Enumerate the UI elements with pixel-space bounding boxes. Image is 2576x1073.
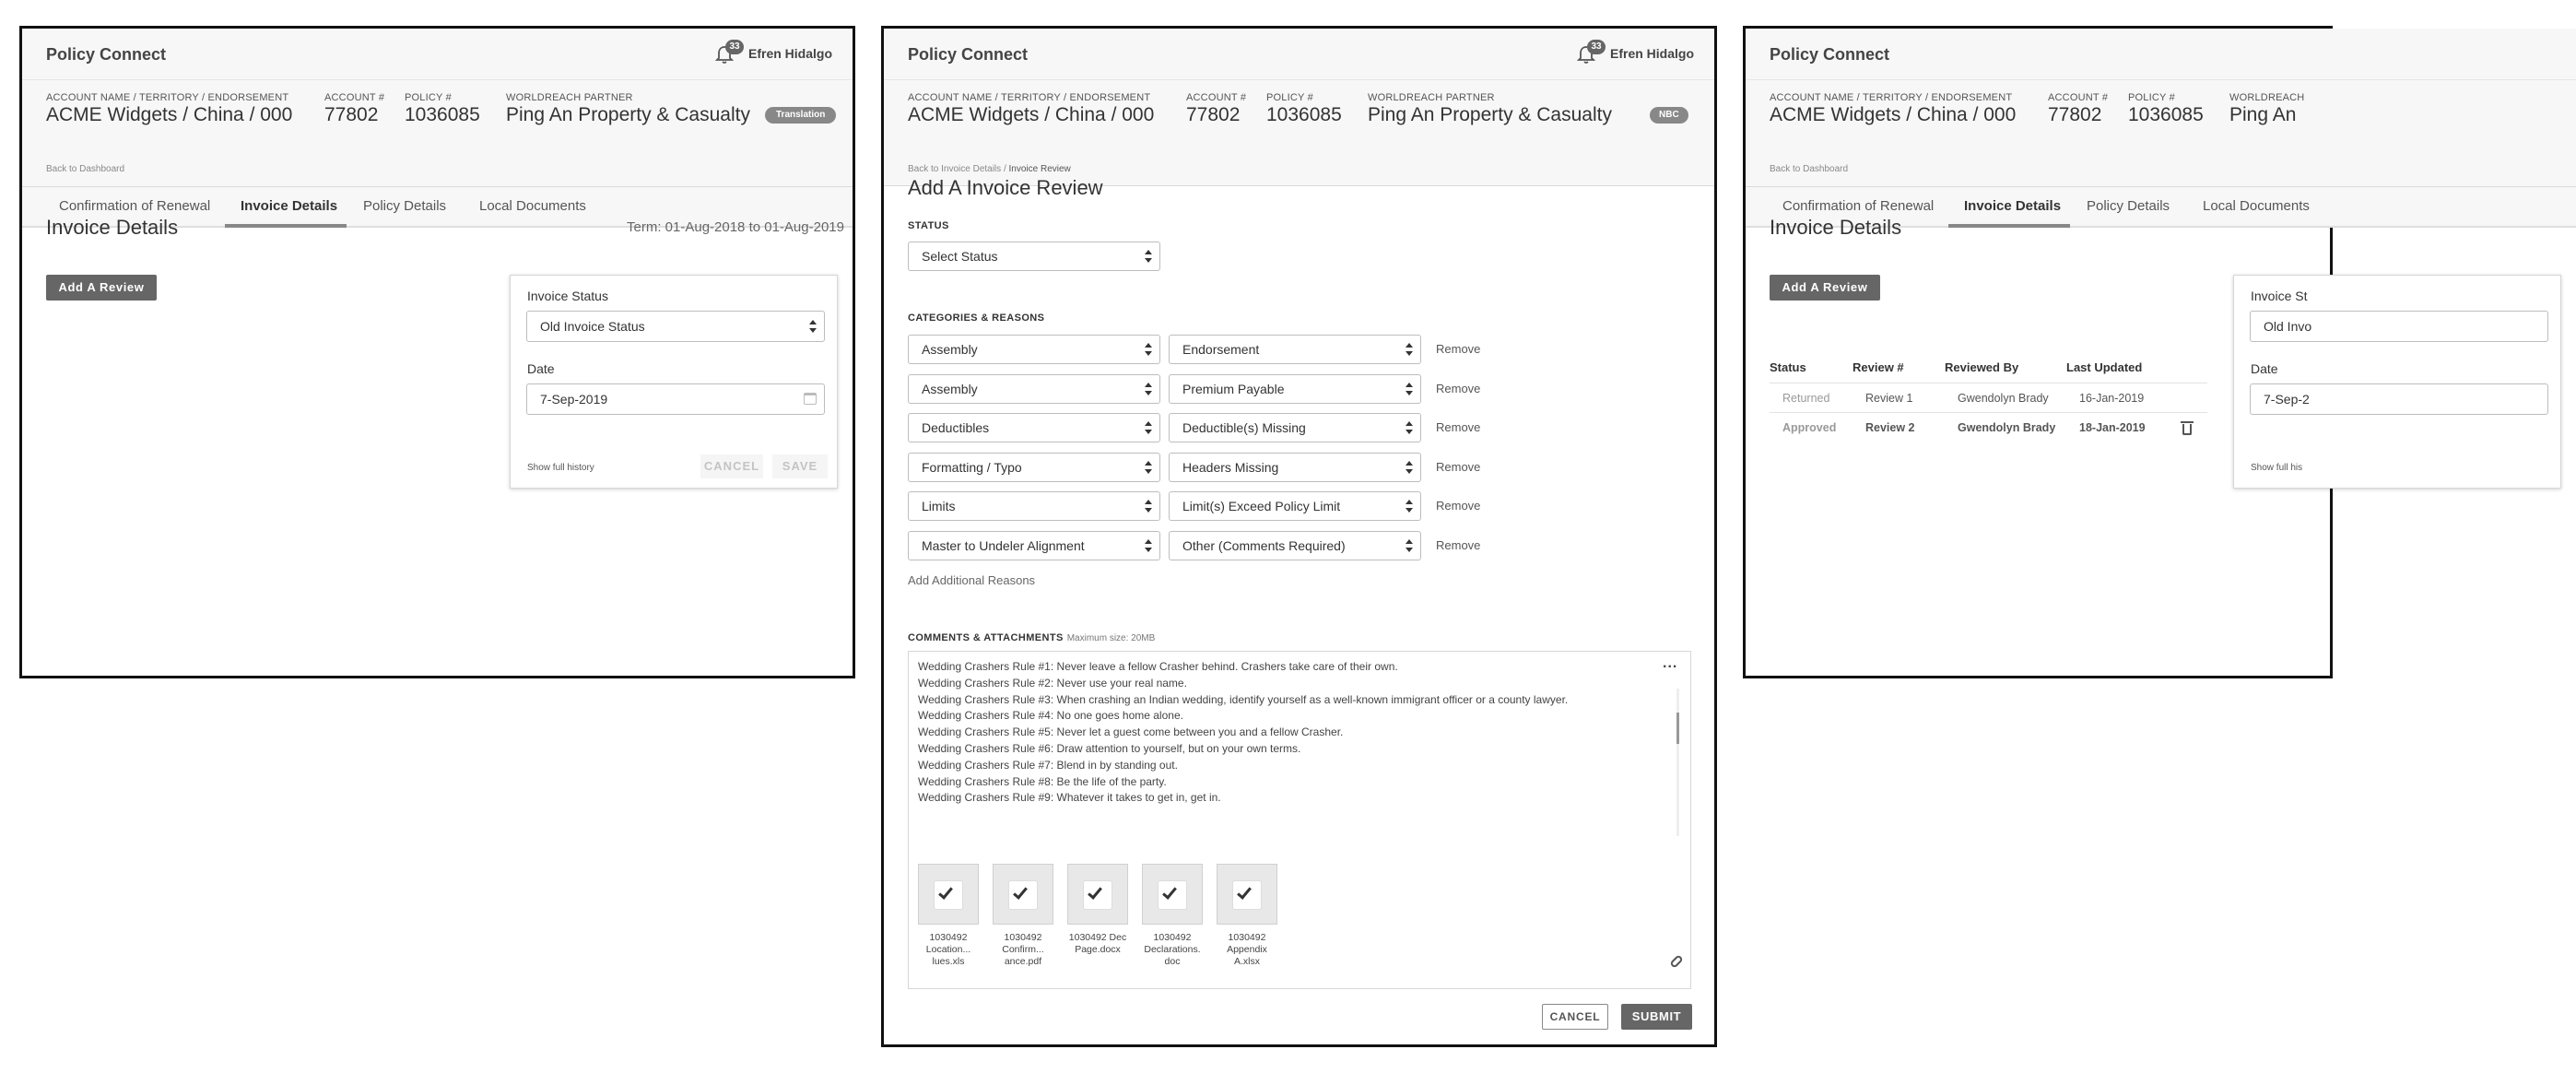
reason-select[interactable] <box>1169 531 1421 560</box>
more-options-icon[interactable]: ... <box>1663 655 1678 671</box>
date-input[interactable] <box>2250 383 2548 415</box>
reason-select[interactable] <box>1169 335 1421 364</box>
account-name-value: ACME Widgets / China / 000 <box>46 104 293 125</box>
account-name-label: ACCOUNT NAME / TERRITORY / ENDORSEMENT <box>1770 92 2013 103</box>
invoice-status-select[interactable] <box>2250 311 2548 342</box>
comment-line: Wedding Crashers Rule #1: Never leave a fellow Crasher behind. Crashers take care of their own. <box>918 660 1398 673</box>
attachment-name-line: 1030492 <box>1004 932 1042 943</box>
add-invoice-review-screen <box>881 26 1717 1047</box>
account-number-label: ACCOUNT # <box>324 92 385 103</box>
invoice-details-screen <box>19 26 855 678</box>
add-review-button[interactable]: Add A Review <box>46 275 157 301</box>
notification-count-badge: 33 <box>1587 40 1606 54</box>
tab-confirmation-of-renewal[interactable]: Confirmation of Renewal <box>1782 198 1935 214</box>
invoice-status-label: Invoice St <box>2251 289 2308 303</box>
remove-reason-link[interactable]: Remove <box>1436 499 1481 513</box>
comment-line: Wedding Crashers Rule #2: Never use your real name. <box>918 676 1187 690</box>
attachment-name <box>993 932 1053 968</box>
invoice-status-card <box>2233 275 2561 489</box>
show-full-history-link[interactable]: Show full his <box>2251 463 2303 473</box>
attachment-name-line: 1030492 <box>1228 932 1266 943</box>
back-to-dashboard-link[interactable]: Back to Dashboard <box>1770 164 1849 174</box>
policy-number-value: 1036085 <box>405 104 480 125</box>
category-select-value: Master to Undeler Alignment <box>922 538 1085 553</box>
cancel-button[interactable]: CANCEL <box>700 454 763 478</box>
tab-invoice-details[interactable]: Invoice Details <box>241 198 338 214</box>
partner-value: Ping An <box>2229 104 2297 125</box>
attachment-name-line: Declarations. <box>1144 944 1201 955</box>
select-arrows-icon <box>1145 500 1152 513</box>
select-arrows-icon <box>809 320 817 333</box>
category-select-value: Limits <box>922 499 956 514</box>
breadcrumb <box>908 164 1071 174</box>
policy-number-label: POLICY # <box>2128 92 2175 103</box>
remove-reason-link[interactable]: Remove <box>1436 459 1481 474</box>
reason-select-value: Endorsement <box>1182 342 1260 357</box>
translation-tag: Translation <box>765 107 836 124</box>
category-select[interactable] <box>908 453 1160 482</box>
account-number-value: 77802 <box>324 104 379 125</box>
reason-select-value: Deductible(s) Missing <box>1182 420 1306 436</box>
remove-reason-link[interactable]: Remove <box>1436 342 1481 356</box>
attachment-name <box>1142 932 1203 968</box>
page-title: Add A Invoice Review <box>908 176 1103 199</box>
reason-select-value: Limit(s) Exceed Policy Limit <box>1182 499 1341 514</box>
user-name[interactable]: Efren Hidalgo <box>1610 46 1695 61</box>
account-number-value: 77802 <box>2048 104 2102 125</box>
category-select-value: Formatting / Typo <box>922 459 1022 475</box>
attachment-name <box>1217 932 1277 968</box>
comment-line: Wedding Crashers Rule #7: Blend in by standing out. <box>918 758 1178 772</box>
reason-select-value: Premium Payable <box>1182 381 1285 396</box>
select-arrows-icon <box>1406 539 1413 552</box>
invoice-status-card <box>510 275 838 489</box>
category-select-value: Assembly <box>922 381 978 396</box>
app-header <box>22 29 853 80</box>
reason-select-value: Headers Missing <box>1182 459 1279 475</box>
active-tab-indicator <box>225 224 347 228</box>
account-header <box>884 80 1714 186</box>
attachment-name-line: Location... <box>925 944 971 955</box>
comment-line: Wedding Crashers Rule #8: Be the life of the party. <box>918 774 1167 788</box>
select-arrows-icon <box>1145 250 1152 263</box>
attachment-name-line: Appendix <box>1227 944 1267 955</box>
policy-number-label: POLICY # <box>1266 92 1313 103</box>
table-cell-review: Review 2 <box>1865 421 1915 434</box>
attachment-name <box>918 932 979 968</box>
partner-label: WORLDREACH PARTNER <box>506 92 633 103</box>
table-cell-updated: 16-Jan-2019 <box>2079 392 2145 405</box>
policy-number-value: 1036085 <box>1266 104 1342 125</box>
account-number-label: ACCOUNT # <box>2048 92 2109 103</box>
attachment-name-line: 1030492 Dec <box>1068 932 1127 943</box>
table-cell-by: Gwendolyn Brady <box>1958 421 2056 434</box>
table-header-cell: Reviewed By <box>1945 360 2019 374</box>
add-review-button[interactable]: Add A Review <box>1770 275 1880 301</box>
select-arrows-icon <box>1406 383 1413 395</box>
attachment-thumbnail[interactable] <box>1142 864 1203 925</box>
tab-invoice-details[interactable]: Invoice Details <box>1964 198 2062 214</box>
date-label: Date <box>2251 361 2278 376</box>
reason-select[interactable] <box>1169 491 1421 521</box>
date-label: Date <box>527 361 555 376</box>
app-title: Policy Connect <box>1770 45 1890 64</box>
remove-reason-link[interactable]: Remove <box>1436 420 1481 435</box>
comment-line: Wedding Crashers Rule #4: No one goes home alone. <box>918 709 1183 723</box>
date-input[interactable] <box>526 383 825 415</box>
status-select[interactable] <box>908 242 1160 271</box>
reason-select-value: Other (Comments Required) <box>1182 538 1346 553</box>
policy-number-value: 1036085 <box>2128 104 2204 125</box>
partner-label: WORLDREACH <box>2229 92 2305 103</box>
account-number-label: ACCOUNT # <box>1186 92 1247 103</box>
reason-select[interactable] <box>1169 413 1421 442</box>
show-full-history-link[interactable]: Show full history <box>527 463 594 473</box>
invoice-status-value: Old Invoice Status <box>540 319 645 334</box>
select-arrows-icon <box>1406 500 1413 513</box>
app-header <box>1746 29 2576 80</box>
attachment-item[interactable] <box>1217 864 1277 968</box>
attachment-item[interactable] <box>1067 864 1128 956</box>
table-cell-review: Review 1 <box>1865 392 1913 405</box>
comment-line: Wedding Crashers Rule #3: When crashing an Indian wedding, identify yourself as a well-known immigrant officer or a county lawyer. <box>918 692 1569 706</box>
calendar-icon[interactable] <box>804 393 817 405</box>
category-select[interactable] <box>908 335 1160 364</box>
comments-attachments-box[interactable] <box>908 651 1691 989</box>
date-value: 7-Sep-2019 <box>540 392 608 407</box>
table-cell-status: Approved <box>1782 421 1837 434</box>
invoice-status-select[interactable] <box>526 311 825 342</box>
attachment-name <box>1067 932 1128 956</box>
tab-policy-details[interactable]: Policy Details <box>363 198 447 214</box>
app-header <box>884 29 1714 80</box>
account-name-value: ACME Widgets / China / 000 <box>908 104 1155 125</box>
notification-count-badge: 33 <box>725 40 744 54</box>
table-header-cell: Review # <box>1853 360 1904 374</box>
category-select[interactable] <box>908 374 1160 404</box>
table-header-cell: Status <box>1770 360 1806 374</box>
user-name[interactable]: Efren Hidalgo <box>748 46 833 61</box>
attachment-thumbnail[interactable] <box>1217 864 1277 925</box>
comments-text[interactable] <box>918 659 1568 807</box>
breadcrumb-current: Invoice Review <box>1008 164 1071 174</box>
remove-reason-link[interactable]: Remove <box>1436 538 1481 552</box>
attachment-name-line: 1030492 <box>1153 932 1192 943</box>
account-number-value: 77802 <box>1186 104 1241 125</box>
attachment-item[interactable] <box>993 864 1053 968</box>
app-title: Policy Connect <box>908 45 1029 64</box>
paperclip-icon[interactable] <box>1669 954 1684 969</box>
date-value: 7-Sep-2 <box>2264 392 2310 407</box>
tab-confirmation-of-renewal[interactable]: Confirmation of Renewal <box>59 198 211 214</box>
max-size-note: Maximum size: 20MB <box>1066 633 1156 643</box>
partner-label: WORLDREACH PARTNER <box>1368 92 1495 103</box>
remove-reason-link[interactable]: Remove <box>1436 381 1481 395</box>
account-name-value: ACME Widgets / China / 000 <box>1770 104 2017 125</box>
select-arrows-icon <box>1406 421 1413 434</box>
table-cell-status: Returned <box>1782 392 1830 405</box>
select-arrows-icon <box>1406 461 1413 474</box>
attachment-item[interactable] <box>1142 864 1203 968</box>
back-to-invoice-details-link[interactable]: Back to Invoice Details <box>908 164 1002 174</box>
app-title: Policy Connect <box>46 45 167 64</box>
select-arrows-icon <box>1145 461 1152 474</box>
account-header <box>1746 80 2576 187</box>
tab-local-documents[interactable]: Local Documents <box>2203 198 2310 214</box>
attachment-thumbnail[interactable] <box>918 864 979 925</box>
select-arrows-icon <box>1145 539 1152 552</box>
tab-policy-details[interactable]: Policy Details <box>2087 198 2170 214</box>
partner-value: Ping An Property & Casualty <box>1368 104 1612 125</box>
partner-value: Ping An Property & Casualty <box>506 104 750 125</box>
select-arrows-icon <box>1145 421 1152 434</box>
attachment-name-line: ance.pdf <box>1004 956 1042 967</box>
back-to-dashboard-link[interactable]: Back to Dashboard <box>46 164 125 174</box>
category-select[interactable] <box>908 413 1160 442</box>
reason-select[interactable] <box>1169 453 1421 482</box>
nbc-tag: NBC <box>1650 107 1688 124</box>
status-caption: STATUS <box>908 220 949 231</box>
table-header-cell: Last Updated <box>2066 360 2143 374</box>
scrollbar-track[interactable] <box>1676 689 1679 836</box>
tab-local-documents[interactable]: Local Documents <box>479 198 586 214</box>
table-row[interactable] <box>1770 412 2207 442</box>
select-arrows-icon <box>1145 343 1152 356</box>
comments-caption <box>908 632 1155 643</box>
attachment-name-line: Page.docx <box>1075 944 1121 955</box>
add-additional-reasons-link[interactable]: Add Additional Reasons <box>908 573 1036 587</box>
attachment-name-line: lues.xls <box>932 956 965 967</box>
account-name-label: ACCOUNT NAME / TERRITORY / ENDORSEMENT <box>46 92 289 103</box>
table-row[interactable] <box>1770 383 2207 412</box>
active-tab-indicator <box>1948 224 2070 228</box>
attachment-name-line: doc <box>1164 956 1181 967</box>
category-select-value: Deductibles <box>922 420 990 436</box>
breadcrumb-separator: / <box>1001 164 1009 174</box>
categories-caption: CATEGORIES & REASONS <box>908 312 1045 324</box>
comment-line: Wedding Crashers Rule #9: Whatever it takes to get in, get in. <box>918 791 1221 805</box>
category-select[interactable] <box>908 531 1160 560</box>
attachment-thumbnail[interactable] <box>993 864 1053 925</box>
select-arrows-icon <box>1406 343 1413 356</box>
delete-icon[interactable] <box>2182 424 2192 435</box>
category-select[interactable] <box>908 491 1160 521</box>
save-button[interactable]: SAVE <box>772 454 828 478</box>
attachment-thumbnail[interactable] <box>1067 864 1128 925</box>
table-cell-updated: 18-Jan-2019 <box>2079 421 2146 434</box>
policy-term: Term: 01-Aug-2018 to 01-Aug-2019 <box>627 219 844 235</box>
attachment-item[interactable] <box>918 864 979 968</box>
category-select-value: Assembly <box>922 342 978 357</box>
page-title: Invoice Details <box>46 216 179 239</box>
attachment-name-line: 1030492 <box>929 932 968 943</box>
invoice-status-value: Old Invo <box>2264 319 2312 334</box>
comments-caption-text: COMMENTS & ATTACHMENTS <box>908 632 1064 643</box>
invoice-history-screen <box>1743 26 2333 678</box>
table-cell-by: Gwendolyn Brady <box>1958 392 2049 405</box>
account-name-label: ACCOUNT NAME / TERRITORY / ENDORSEMENT <box>908 92 1151 103</box>
attachment-name-line: Confirm... <box>1002 944 1044 955</box>
scrollbar-thumb[interactable] <box>1676 713 1679 744</box>
status-placeholder: Select Status <box>922 249 998 264</box>
comment-line: Wedding Crashers Rule #6: Draw attention to yourself, but on your own terms. <box>918 741 1301 755</box>
cancel-button[interactable]: CANCEL <box>1542 1004 1608 1030</box>
account-header <box>22 80 853 187</box>
reason-select[interactable] <box>1169 374 1421 404</box>
comment-line: Wedding Crashers Rule #5: Never let a guest come between you and a fellow Crasher. <box>918 725 1344 739</box>
attachment-name-line: A.xlsx <box>1233 956 1260 967</box>
submit-button[interactable]: SUBMIT <box>1621 1004 1692 1030</box>
page-title: Invoice Details <box>1770 216 1902 239</box>
invoice-status-label: Invoice Status <box>527 289 608 303</box>
policy-number-label: POLICY # <box>405 92 452 103</box>
select-arrows-icon <box>1145 383 1152 395</box>
